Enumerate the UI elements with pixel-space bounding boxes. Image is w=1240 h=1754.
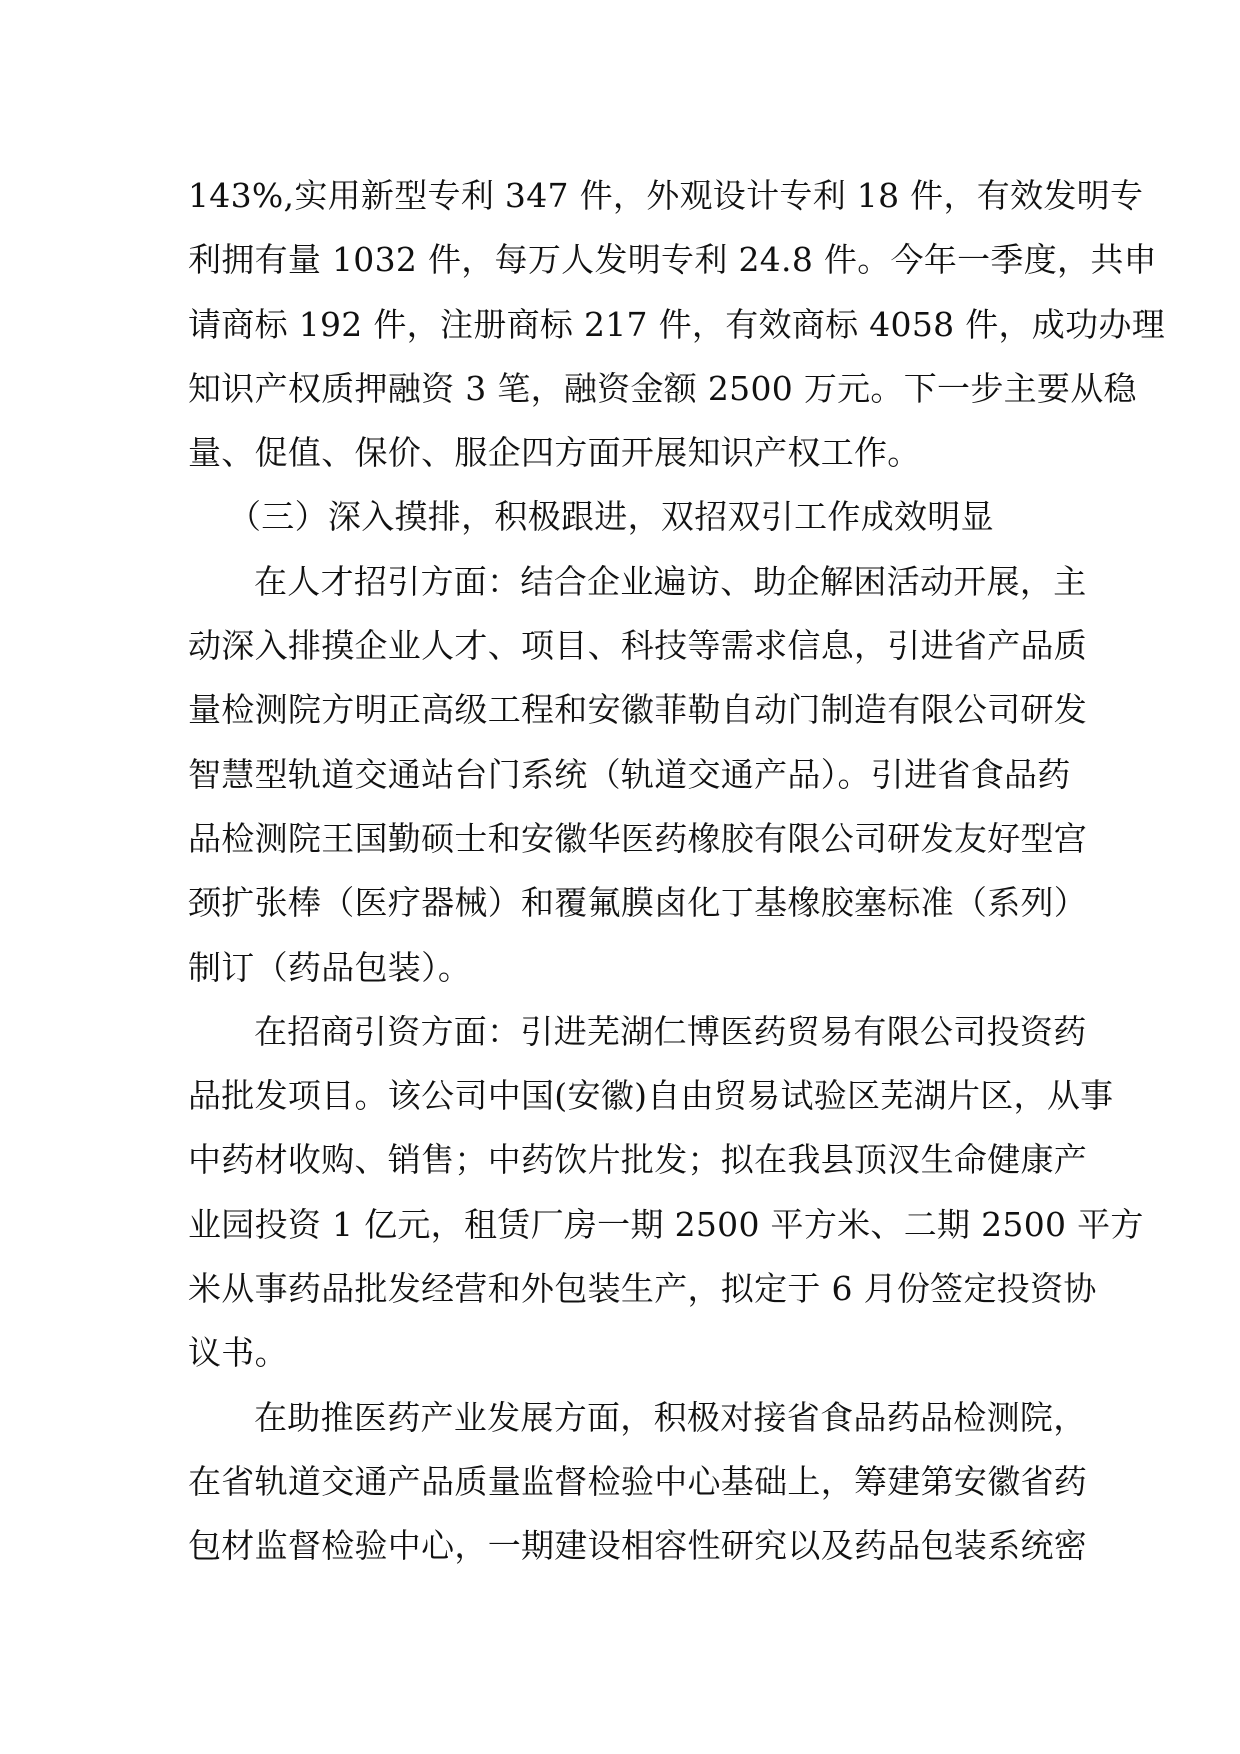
text-line: 知识产权质押融资 3 笔，融资金额 2500 万元。下一步主要从稳 bbox=[188, 368, 1137, 408]
text-line: 利拥有量 1032 件，每万人发明专利 24.8 件。今年一季度，共申 bbox=[188, 240, 1157, 280]
text-line: 在人才招引方面：结合企业遍访、助企解困活动开展，主 bbox=[254, 561, 1087, 601]
paragraph-investment-attraction bbox=[188, 1000, 1144, 1386]
text-line: 中药材收购、销售；中药饮片批发；拟在我县顶汊生命健康产 bbox=[188, 1140, 1088, 1180]
paragraph-pharma-industry bbox=[188, 1386, 1088, 1579]
text-line: 143%,实用新型专利 347 件，外观设计专利 18 件，有效发明专 bbox=[188, 176, 1144, 215]
text-line: 在助推医药产业发展方面，积极对接省食品药品检测院， bbox=[254, 1397, 1087, 1437]
text-line: 颈扩张棒（医疗器械）和覆氟膜卤化丁基橡胶塞标准（系列） bbox=[188, 883, 1088, 923]
text-line: 动深入排摸企业人才、项目、科技等需求信息，引进省产品质 bbox=[188, 626, 1088, 666]
text-line: 品批发项目。该公司中国(安徽)自由贸易试验区芜湖片区，从事 bbox=[188, 1076, 1114, 1116]
text-line: 在省轨道交通产品质量监督检验中心基础上，筹建第安徽省药 bbox=[188, 1461, 1088, 1501]
section-heading bbox=[188, 485, 1058, 549]
text-line: 量检测院方明正高级工程和安徽菲勒自动门制造有限公司研发 bbox=[188, 690, 1088, 730]
text-line: 制订（药品包装）。 bbox=[188, 947, 472, 987]
section-heading-text: （三）深入摸排，积极跟进，双招双引工作成效明显 bbox=[228, 497, 994, 537]
text-line: 品检测院王国勤硕士和安徽华医药橡胶有限公司研发友好型宫 bbox=[188, 818, 1088, 858]
text-line: 业园投资 1 亿元，租赁厂房一期 2500 平方米、二期 2500 平方 bbox=[188, 1204, 1144, 1244]
text-line: 智慧型轨道交通站台门系统（轨道交通产品）。引进省食品药 bbox=[188, 754, 1071, 794]
text-line: 量、促值、保价、服企四方面开展知识产权工作。 bbox=[188, 433, 921, 473]
text-line: 在招商引资方面：引进芜湖仁博医药贸易有限公司投资药 bbox=[254, 1011, 1087, 1051]
document-body bbox=[188, 164, 1165, 1579]
text-line: 包材监督检验中心，一期建设相容性研究以及药品包装系统密 bbox=[188, 1526, 1088, 1566]
text-line: 议书。 bbox=[188, 1333, 288, 1373]
paragraph-patent-stats bbox=[188, 164, 1165, 485]
paragraph-talent-recruitment bbox=[188, 550, 1088, 1000]
text-line: 米从事药品批发经营和外包装生产，拟定于 6 月份签定投资协 bbox=[188, 1269, 1097, 1309]
text-line: 请商标 192 件，注册商标 217 件，有效商标 4058 件，成功办理 bbox=[188, 304, 1165, 344]
